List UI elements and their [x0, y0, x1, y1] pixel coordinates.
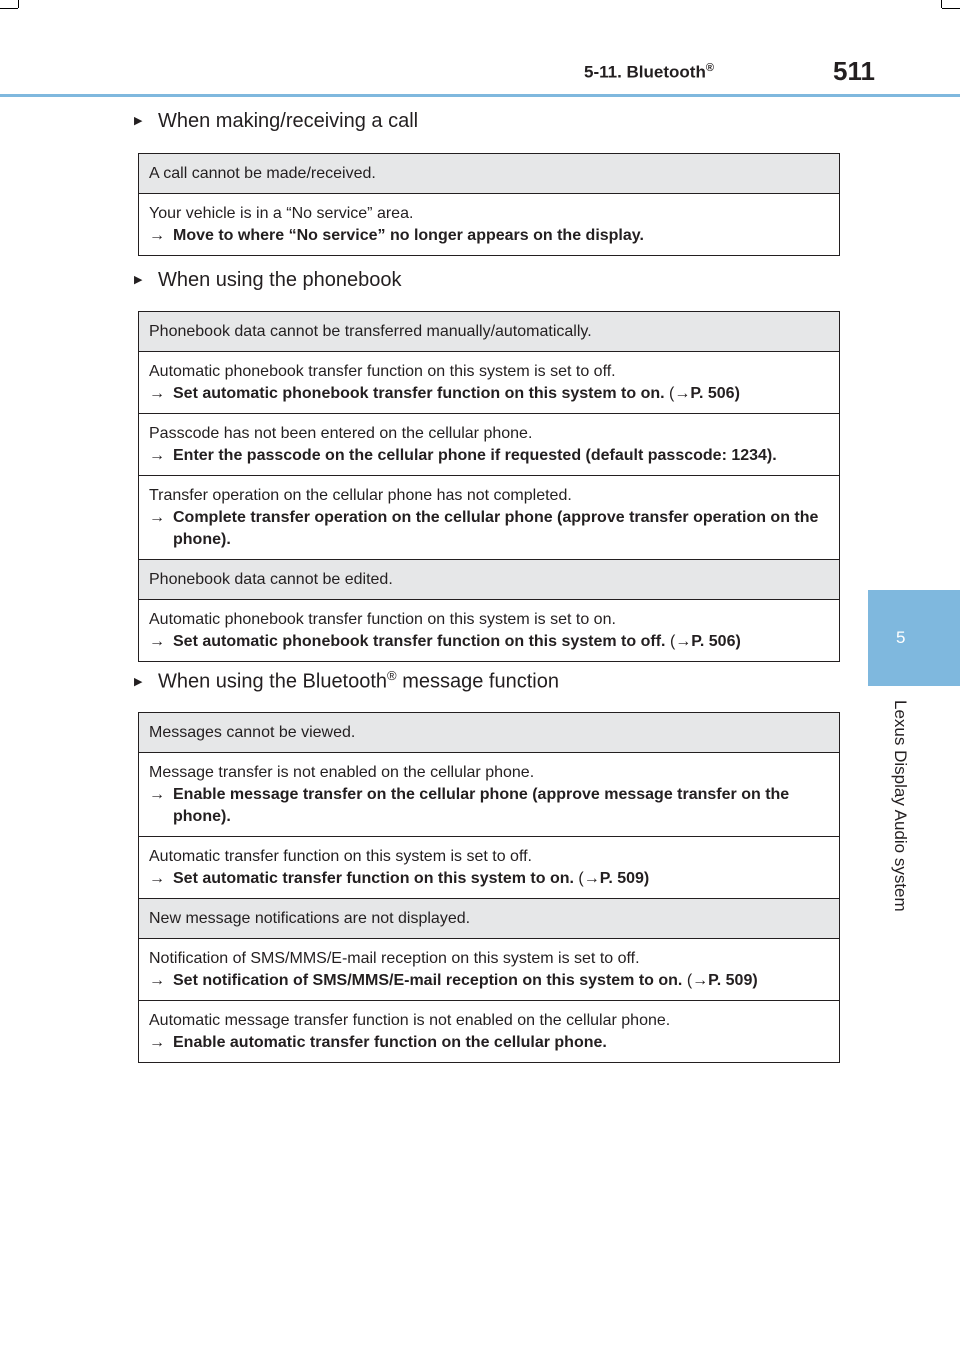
solution-text: → Set notification of SMS/MMS/E-mail reception on this system to on. (→P. 509) — [149, 970, 829, 992]
cause-text: Automatic phonebook transfer function on this system is set to off. — [149, 363, 616, 380]
cause-text: Passcode has not been entered on the cellular phone. — [149, 425, 533, 442]
arrow-icon: → — [149, 385, 165, 402]
cause-text: Automatic transfer function on this system is set to off. — [149, 848, 532, 865]
solution-text: → Move to where “No service” no longer appears on the display. — [149, 225, 829, 247]
cause-row — [139, 193, 839, 255]
arrow-icon: → — [149, 227, 165, 244]
triangle-bullet-icon: ▶ — [134, 115, 143, 127]
triangle-bullet-icon: ▶ — [134, 675, 143, 688]
solution-text: → Enter the passcode on the cellular phone if requested (default passcode: 1234). — [149, 445, 829, 467]
section-title: 5-11. Bluetooth® — [584, 62, 714, 82]
page-reference[interactable]: P. 509 — [599, 870, 644, 887]
triangle-bullet-icon: ▶ — [134, 274, 143, 286]
symptom-row: Phonebook data cannot be edited. — [139, 559, 839, 599]
chapter-label: Lexus Display Audio system — [891, 700, 910, 912]
cause-row — [139, 938, 839, 1000]
crop-mark — [0, 8, 18, 9]
cause-text: Notification of SMS/MMS/E-mail reception on this system is set to off. — [149, 950, 640, 967]
cause-row — [139, 752, 839, 836]
page-reference[interactable]: P. 506 — [691, 633, 736, 650]
solution-text: → Set automatic phonebook transfer function on this system to off. (→P. 506) — [149, 631, 829, 653]
cause-row — [139, 475, 839, 559]
arrow-icon: → — [149, 633, 165, 650]
arrow-icon: → — [149, 786, 165, 803]
crop-mark — [942, 8, 960, 9]
cause-text: Message transfer is not enabled on the cellular phone. — [149, 764, 535, 781]
arrow-icon: → — [149, 972, 165, 989]
troubleshooting-table — [138, 311, 840, 662]
symptom-row: New message notifications are not displayed. — [139, 898, 839, 938]
cause-row — [139, 413, 839, 475]
arrow-icon: → — [149, 509, 165, 526]
cause-row — [139, 836, 839, 898]
cause-row — [139, 351, 839, 413]
crop-mark — [941, 0, 942, 8]
cause-text: Automatic phonebook transfer function on this system is set to on. — [149, 611, 616, 628]
solution-text: → Complete transfer operation on the cellular phone (approve transfer operation on the phone). — [149, 507, 829, 551]
crop-mark — [18, 0, 19, 8]
cause-row — [139, 1000, 839, 1062]
cause-text: Automatic message transfer function is not enabled on the cellular phone. — [149, 1012, 671, 1029]
solution-text: → Set automatic transfer function on this system to on. (→P. 509) — [149, 868, 829, 890]
arrow-icon: → — [149, 870, 165, 887]
page-reference[interactable]: P. 509 — [708, 972, 753, 989]
page-reference[interactable]: P. 506 — [690, 385, 735, 402]
arrow-icon: → — [149, 1034, 165, 1051]
header-rule — [0, 94, 960, 97]
symptom-row: Phonebook data cannot be transferred manually/automatically. — [139, 312, 839, 351]
chapter-tab — [868, 590, 960, 686]
cause-text: Transfer operation on the cellular phone has not completed. — [149, 487, 572, 504]
troubleshooting-table — [138, 153, 840, 256]
cause-text: Your vehicle is in a “No service” area. — [149, 205, 414, 222]
chapter-number: 5 — [896, 628, 906, 647]
arrow-icon: → — [149, 447, 165, 464]
symptom-row: Messages cannot be viewed. — [139, 713, 839, 752]
solution-text: → Enable message transfer on the cellular phone (approve message transfer on the phone). — [149, 784, 829, 828]
cause-row — [139, 599, 839, 661]
subheading: ▶ When making/receiving a call — [134, 110, 419, 132]
page-number: 511 — [833, 56, 875, 86]
subheading: ▶ When using the Bluetooth® message function — [134, 668, 559, 693]
solution-text: → Set automatic phonebook transfer function on this system to on. (→P. 506) — [149, 383, 829, 405]
symptom-row: A call cannot be made/received. — [139, 154, 839, 193]
subheading: ▶ When using the phonebook — [134, 269, 402, 291]
solution-text: → Enable automatic transfer function on the cellular phone. — [149, 1032, 829, 1054]
troubleshooting-table — [138, 712, 840, 1063]
